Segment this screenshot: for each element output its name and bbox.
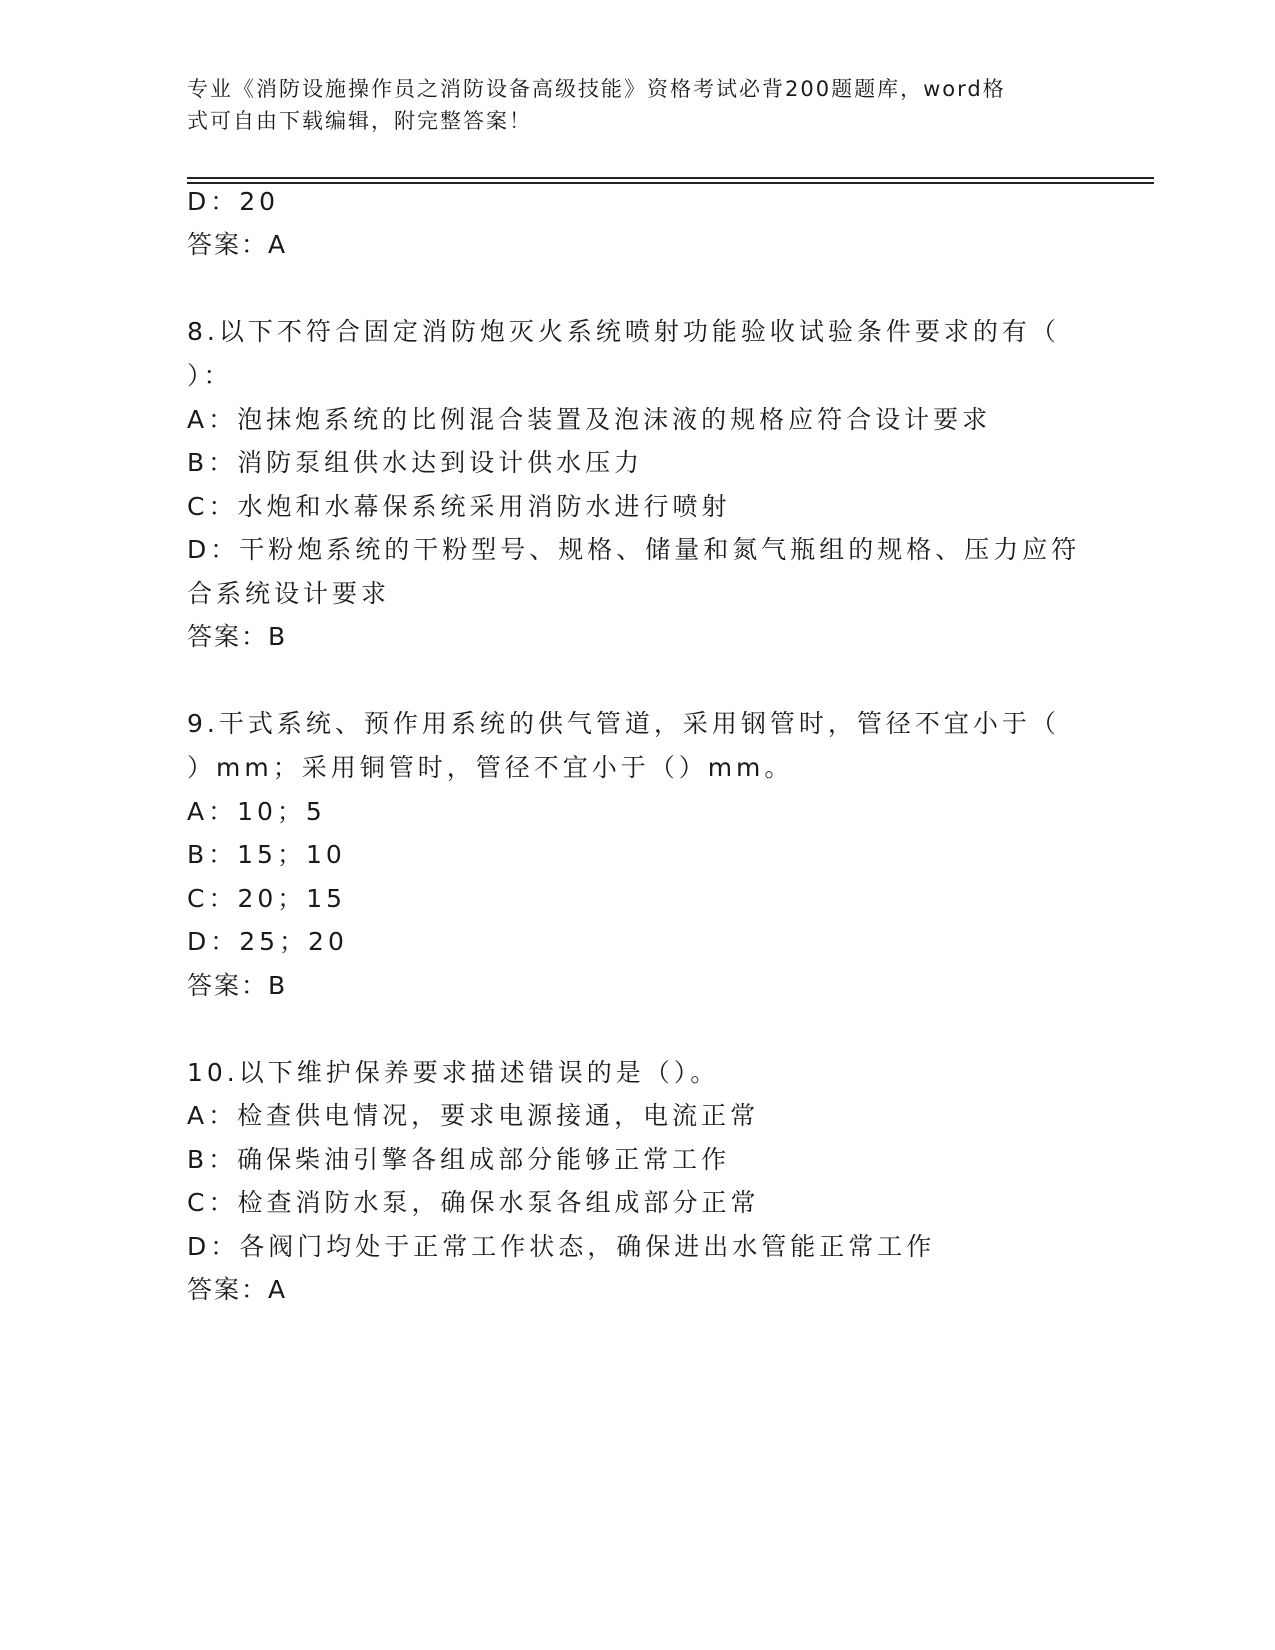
q9-answer: 答案：B: [187, 971, 288, 1000]
q8-option-b: B：消防泵组供水达到设计供水压力: [187, 448, 644, 477]
q8-stem-line1: 8.以下不符合固定消防炮灭火系统喷射功能验收试验条件要求的有（: [187, 317, 1060, 346]
prev-answer: 答案：A: [187, 230, 288, 259]
q10-option-a: A：检查供电情况，要求电源接通，电流正常: [187, 1101, 760, 1130]
q9-option-c: C：20；15: [187, 884, 347, 913]
header-divider-bottom: [187, 182, 1154, 184]
q10-option-c: C：检查消防水泵，确保水泵各组成部分正常: [187, 1188, 760, 1217]
q8-stem-line2: ）：: [187, 361, 233, 390]
q10-option-d: D：各阀门均处于正常工作状态，确保进出水管能正常工作: [187, 1232, 936, 1261]
q9-option-a: A：10；5: [187, 797, 326, 826]
header-title-line1: 专业《消防设施操作员之消防设备高级技能》资格考试必背200题题库，word格: [187, 77, 1006, 101]
q10-option-b: B：确保柴油引擎各组成部分能够正常工作: [187, 1145, 731, 1174]
prev-option-d: D：20: [187, 187, 280, 216]
q8-option-c: C：水炮和水幕保系统采用消防水进行喷射: [187, 492, 731, 521]
q9-option-b: B：15；10: [187, 840, 346, 869]
header-title-line2: 式可自由下载编辑，附完整答案！: [187, 109, 532, 133]
q10-stem: 10.以下维护保养要求描述错误的是（）。: [187, 1058, 720, 1087]
q9-stem-line1: 9.干式系统、预作用系统的供气管道，采用钢管时，管径不宜小于（: [187, 709, 1060, 738]
q9-stem-line2: ）mm；采用铜管时，管径不宜小于（）mm。: [187, 753, 794, 782]
header-divider-top: [187, 177, 1154, 179]
q8-option-a: A：泡抹炮系统的比例混合装置及泡沫液的规格应符合设计要求: [187, 405, 992, 434]
q9-option-d: D：25；20: [187, 927, 348, 956]
q8-answer: 答案：B: [187, 622, 288, 651]
q10-answer: 答案：A: [187, 1275, 288, 1304]
q8-option-d-line1: D：干粉炮系统的干粉型号、规格、储量和氮气瓶组的规格、压力应符: [187, 535, 1081, 564]
q8-option-d-line2: 合系统设计要求: [187, 579, 391, 608]
